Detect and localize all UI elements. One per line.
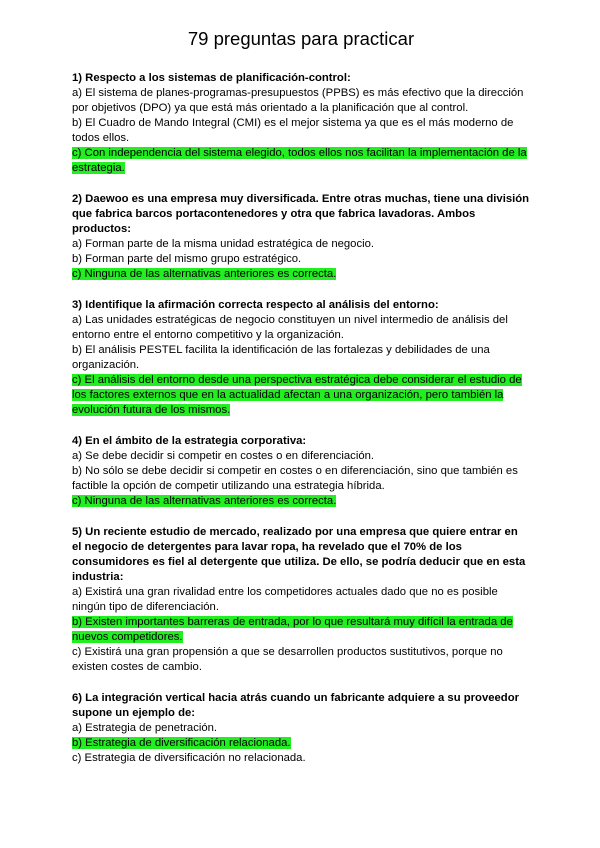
option-text: c) Con independencia del sistema elegido, todos ellos nos facilitan la implementación de la estrategia. xyxy=(72,147,527,174)
option-text: c) Ninguna de las alternativas anteriores es correcta. xyxy=(72,268,337,280)
option-text: a) Las unidades estratégicas de negocio constituyen un nivel intermedio de análisis del entorno entre el entorno competitivo y la organización. xyxy=(72,314,508,341)
option-text: a) Existirá una gran rivalidad entre los competidores actuales dado que no es posible ningún tipo de diferenciación. xyxy=(72,586,498,613)
question-text: 4) En el ámbito de la estrategia corporativa: xyxy=(72,435,307,447)
correct-option xyxy=(72,146,530,176)
question-text: 5) Un reciente estudio de mercado, realizado por una empresa que quiere entrar en el negocio de detergentes para lavar ropa, ha revelado que el 70% de los consumidores es fiel al detergente que utiliza. De ello, se podría deducir que en esta industria: xyxy=(72,526,526,583)
option-text: b) Existen importantes barreras de entrada, por lo que resultará muy difícil la entrada de nuevos competidores. xyxy=(72,616,513,643)
question-block xyxy=(72,298,530,418)
correct-option xyxy=(72,736,530,751)
question-block xyxy=(72,192,530,282)
option-list xyxy=(72,313,530,418)
answer-option xyxy=(72,645,530,675)
option-list xyxy=(72,721,530,766)
correct-option xyxy=(72,494,530,509)
question-text: 1) Respecto a los sistemas de planificación-control: xyxy=(72,72,351,84)
question-block xyxy=(72,691,530,766)
option-text: c) Existirá una gran propensión a que se desarrollen productos sustitutivos, porque no existen costes de cambio. xyxy=(72,646,503,673)
option-list xyxy=(72,585,530,675)
option-text: b) El análisis PESTEL facilita la identificación de las fortalezas y debilidades de una organización. xyxy=(72,344,490,371)
option-text: a) Estrategia de penetración. xyxy=(72,722,218,734)
option-list xyxy=(72,237,530,282)
answer-option xyxy=(72,343,530,373)
answer-option xyxy=(72,464,530,494)
answer-option xyxy=(72,585,530,615)
answer-option xyxy=(72,116,530,146)
option-text: c) Estrategia de diversificación no relacionada. xyxy=(72,752,306,764)
question-text: 2) Daewoo es una empresa muy diversificada. Entre otras muchas, tiene una división que fabrica barcos portacontenedores y otra que fabrica lavadoras. Ambos productos: xyxy=(72,193,530,235)
option-list xyxy=(72,449,530,509)
option-text: c) Ninguna de las alternativas anteriores es correcta. xyxy=(72,495,337,507)
option-text: b) Forman parte del mismo grupo estratégico. xyxy=(72,253,302,265)
option-text: b) Estrategia de diversificación relacionada. xyxy=(72,737,291,749)
option-text: b) El Cuadro de Mando Integral (CMI) es el mejor sistema ya que es el más moderno de todos ellos. xyxy=(72,117,514,144)
option-text: a) Se debe decidir si competir en costes o en diferenciación. xyxy=(72,450,375,462)
answer-option xyxy=(72,237,530,252)
correct-option xyxy=(72,267,530,282)
answer-option xyxy=(72,449,530,464)
question-block xyxy=(72,525,530,675)
option-text: a) Forman parte de la misma unidad estratégica de negocio. xyxy=(72,238,375,250)
page-title: 79 preguntas para practicar xyxy=(187,28,415,49)
answer-option xyxy=(72,751,530,766)
correct-option xyxy=(72,615,530,645)
correct-option xyxy=(72,373,530,418)
option-text: b) No sólo se debe decidir si competir en costes o en diferenciación, sino que también es factible la opción de competir utilizando una estrategia híbrida. xyxy=(72,465,518,492)
question-block xyxy=(72,71,530,176)
question-text: 6) La integración vertical hacia atrás cuando un fabricante adquiere a su proveedor supone un ejemplo de: xyxy=(72,692,519,719)
answer-option xyxy=(72,86,530,116)
option-text: a) El sistema de planes-programas-presupuestos (PPBS) es más efectivo que la dirección por objetivos (DPO) ya que está más orientado a la planificación que al control. xyxy=(72,87,524,114)
question-text: 3) Identifique la afirmación correcta respecto al análisis del entorno: xyxy=(72,299,439,311)
question-block xyxy=(72,434,530,509)
option-text: c) El análisis del entorno desde una perspectiva estratégica debe considerar el estudio de los factores externos que en la actualidad afectan a una organización, pero también la evolución futura de los mismos. xyxy=(72,374,522,416)
answer-option xyxy=(72,721,530,736)
question-list xyxy=(72,71,530,766)
answer-option xyxy=(72,252,530,267)
option-list xyxy=(72,86,530,176)
answer-option xyxy=(72,313,530,343)
